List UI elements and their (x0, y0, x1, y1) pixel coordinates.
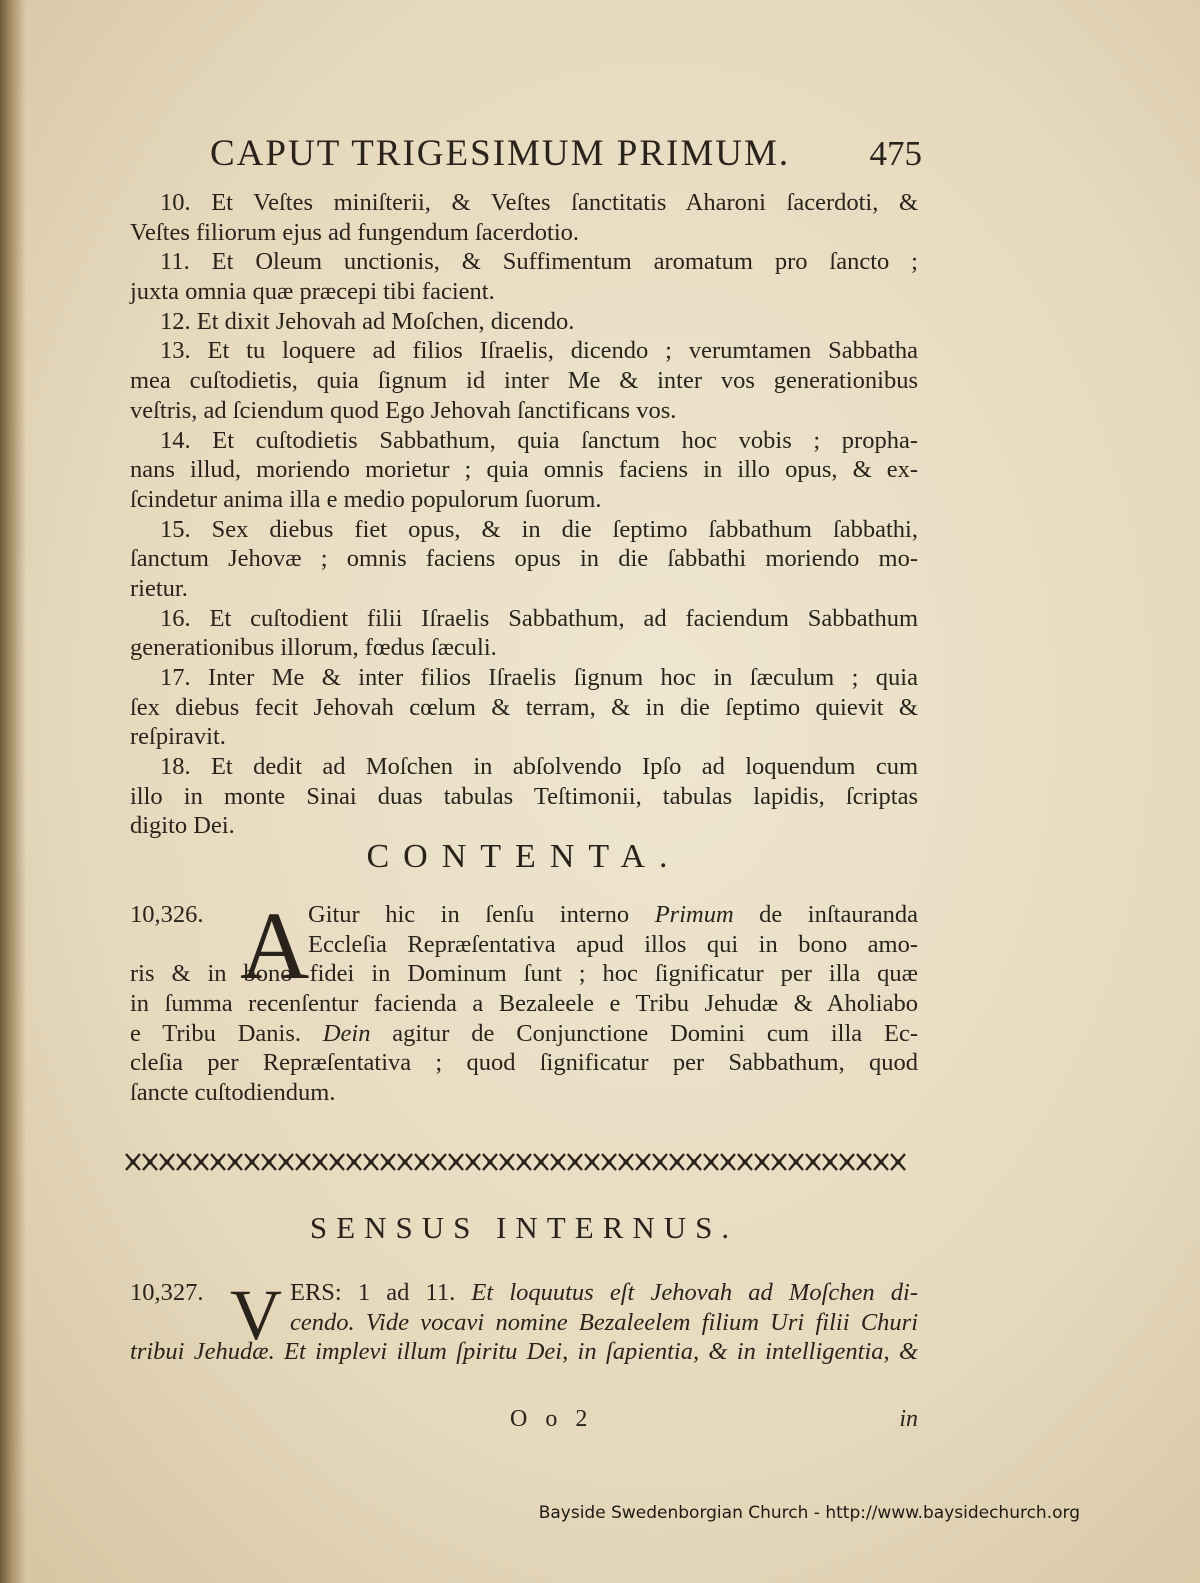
ornament-glyph (262, 1154, 276, 1170)
text-run: de inſtauranda (733, 901, 919, 928)
text-run: Gitur hic in ſenſu interno (308, 901, 655, 928)
verse-line: nans illud, moriendo morietur ; quia omnis faciens in illo opus, & ex- (130, 456, 918, 484)
text-line: tribui Jehudæ. Et implevi illum ſpiritu Dei, in ſapientia, & in intelligentia, & (130, 1338, 918, 1366)
verse-line: Veſtes filiorum ejus ad fungendum ſacerdotio. (130, 218, 580, 246)
ornament-glyph (517, 1154, 531, 1170)
text-italic: Primum (654, 901, 734, 928)
ornament-glyph (738, 1154, 752, 1170)
ornament-glyph (534, 1154, 548, 1170)
ornament-glyph (755, 1154, 769, 1170)
verse-line: mea cuſtodietis, quia ſignum id inter Me & inter vos generationibus (130, 367, 918, 395)
ornament-glyph (823, 1154, 837, 1170)
paragraph-number: 10,327. (130, 1279, 204, 1306)
ornament-glyph (891, 1154, 905, 1170)
ornament-glyph (653, 1154, 667, 1170)
ornament-glyph (279, 1154, 293, 1170)
ornament-glyph (551, 1154, 565, 1170)
ornament-glyph (772, 1154, 786, 1170)
ornament-glyph (160, 1154, 174, 1170)
text-line: Eccleſia Repræſentativa apud illos qui in bono amo- (308, 930, 918, 958)
verse-line: ſcindetur anima illa e medio populorum ſuorum. (130, 485, 602, 513)
ornament-glyph (415, 1154, 429, 1170)
ornament-glyph (381, 1154, 395, 1170)
verse-line: reſpiravit. (130, 723, 226, 751)
ornament-glyph (568, 1154, 582, 1170)
ornament-glyph (602, 1154, 616, 1170)
ornament-glyph (432, 1154, 446, 1170)
text-line: ſancte cuſtodiendum. (130, 1079, 336, 1107)
ornament-glyph (228, 1154, 242, 1170)
text-run: ERS: 1 ad 11. (290, 1279, 472, 1306)
page-number: 475 (869, 134, 922, 173)
sensus-paragraph (130, 1275, 918, 1367)
text-italic: Et loquutus eſt Jehovah ad Moſchen di- (471, 1279, 918, 1306)
verse-line: 12. Et dixit Jehovah ad Moſchen, dicendo. (160, 307, 575, 335)
ornament-glyph (143, 1154, 157, 1170)
ornament-glyph (211, 1154, 225, 1170)
verse-line: juxta omnia quæ præcepi tibi facient. (130, 278, 495, 306)
verse-line: illo in monte Sinai duas tabulas Teſtimonii, tabulas lapidis, ſcriptas (130, 782, 918, 810)
ornament-glyph (500, 1154, 514, 1170)
ornament-glyph (177, 1154, 191, 1170)
verse-line: 15. Sex diebus fiet opus, & in die ſeptimo ſabbathum ſabbathi, (160, 515, 918, 543)
verse-line: veſtris, ad ſciendum quod Ego Jehovah ſanctificans vos. (130, 396, 677, 424)
contenta-heading: CONTENTA. (366, 838, 682, 875)
contenta-paragraph (130, 892, 919, 1108)
running-head-title: CAPUT TRIGESIMUM PRIMUM. (210, 133, 791, 174)
verse-line: 10. Et Veſtes miniſterii, & Veſtes ſanctitatis Aharoni ſacerdoti, & (160, 189, 918, 216)
ornament-glyph (126, 1154, 140, 1170)
ornament-rule (124, 1148, 914, 1176)
verse-line: 18. Et dedit ad Moſchen in abſolvendo Ipſo ad loquendum cum (160, 753, 918, 781)
verse-block (130, 188, 918, 841)
ornament-glyph (789, 1154, 803, 1170)
verse-line: ſanctum Jehovæ ; omnis faciens opus in die ſabbathi moriendo mo- (130, 545, 918, 573)
ornament-glyph (330, 1154, 344, 1170)
drop-cap: V (230, 1275, 282, 1355)
ornament-glyph (347, 1154, 361, 1170)
ornament-glyph (687, 1154, 701, 1170)
paragraph-number: 10,326. (130, 901, 204, 928)
verse-line: 14. Et cuſtodietis Sabbathum, quia ſanctum hoc vobis ; propha- (160, 426, 918, 454)
text-italic: Dein (322, 1019, 371, 1047)
verse-line: digito Dei. (130, 812, 235, 840)
ornament-glyph (806, 1154, 820, 1170)
ornament-glyph (874, 1154, 888, 1170)
ornament-glyph (483, 1154, 497, 1170)
sensus-heading: SENSUS INTERNUS. (309, 1210, 739, 1245)
ornament-glyph (296, 1154, 310, 1170)
verse-line: rietur. (130, 574, 188, 602)
verse-line: 17. Inter Me & inter filios Iſraelis ſignum hoc in ſæculum ; quia (160, 664, 918, 691)
ornament-glyph (364, 1154, 378, 1170)
ornament-glyph (398, 1154, 412, 1170)
text-line: cleſia per Repræſentativa ; quod ſignificatur per Sabbathum, quod (130, 1049, 918, 1077)
ornament-glyph (721, 1154, 735, 1170)
catchword: in (899, 1406, 918, 1432)
text-run: e Tribu Danis. (130, 1019, 323, 1047)
ornament-glyph (636, 1154, 650, 1170)
text-line: in ſumma recenſentur facienda a Bezaleele e Tribu Jehudæ & Aholiabo (130, 990, 918, 1018)
ornament-glyph (194, 1154, 208, 1170)
watermark: Bayside Swedenborgian Church - http://www.baysidechurch.org (538, 1503, 1080, 1523)
binding-shadow (0, 0, 26, 1583)
ornament-glyph (245, 1154, 259, 1170)
ornament-glyph (313, 1154, 327, 1170)
verse-line: ſex diebus fecit Jehovah cœlum & terram, & in die ſeptimo quievit & (130, 693, 918, 721)
ornament-glyph (840, 1154, 854, 1170)
verse-line: 13. Et tu loquere ad filios Iſraelis, dicendo ; verumtamen Sabbatha (160, 337, 918, 365)
ornament-glyph (585, 1154, 599, 1170)
drop-cap: A (240, 892, 310, 999)
text-line: ris & in bono fidei in Dominum ſunt ; hoc ſignificatur per illa quæ (130, 960, 918, 988)
running-head (130, 132, 922, 178)
text-run: agitur de Conjunctione Domini cum illa Ec- (370, 1019, 918, 1047)
verse-line: 16. Et cuſtodient filii Iſraelis Sabbathum, ad faciendum Sabbathum (160, 604, 918, 632)
page-footer (130, 1406, 918, 1440)
ornament-glyph (704, 1154, 718, 1170)
ornament-glyph (466, 1154, 480, 1170)
text-line: cendo. Vide vocavi nomine Bezaleelem filium Uri filii Churi (290, 1308, 918, 1336)
ornament-glyph (619, 1154, 633, 1170)
verse-line: generationibus illorum, fœdus ſæculi. (130, 634, 497, 662)
verse-line: 11. Et Oleum unctionis, & Suffimentum aromatum pro ſancto ; (160, 248, 918, 276)
signature-mark: O o 2 (510, 1406, 594, 1432)
ornament-glyph (857, 1154, 871, 1170)
ornament-glyph (449, 1154, 463, 1170)
ornament-glyph (670, 1154, 684, 1170)
